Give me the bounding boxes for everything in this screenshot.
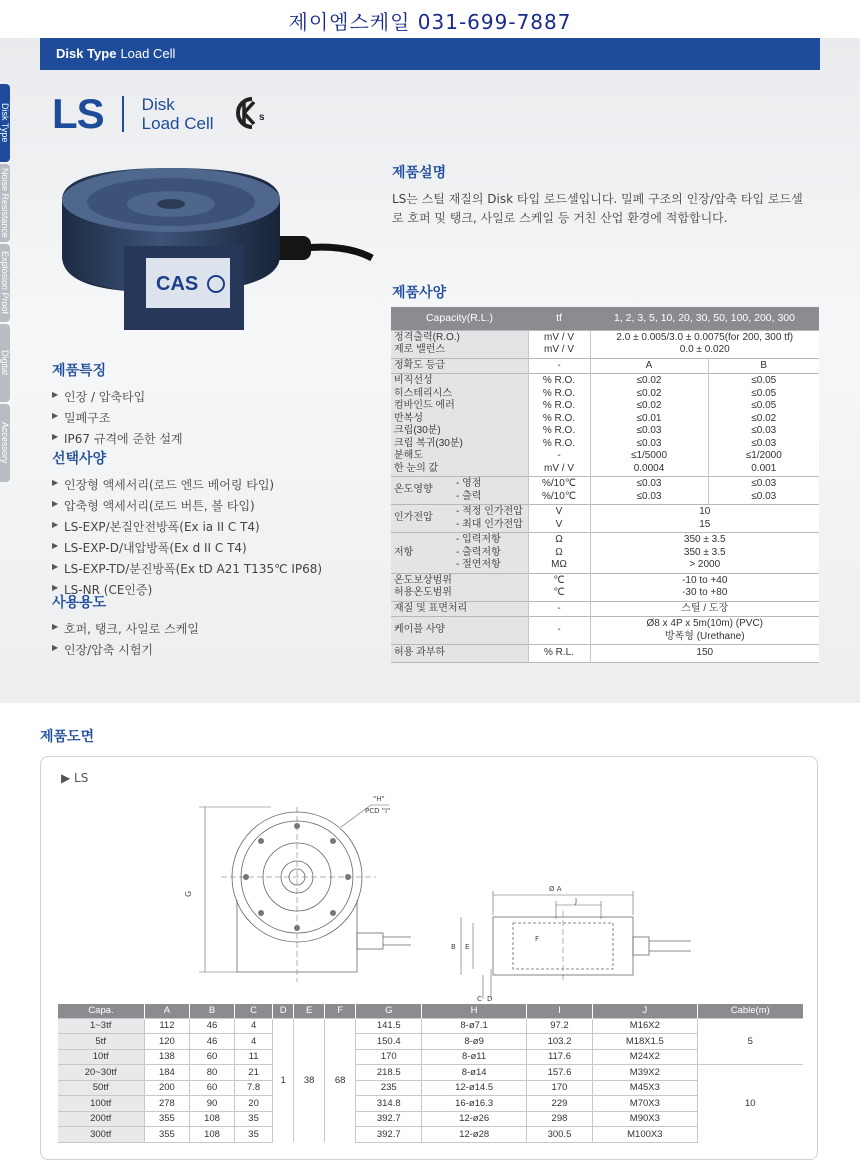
description-title: 제품설명 [392,165,447,181]
dim-label-pcd: PCD "I" [365,807,391,815]
svg-text:s: s [259,112,265,123]
spec-unit: %/10℃ %/10℃ [528,477,590,505]
tab-explosion-proof[interactable]: Explosion Proof [0,244,10,322]
dim-f: 68 [325,1018,356,1142]
list-item: ▶ 압축형 액세서리(로드 버튼, 볼 타입) [52,497,352,514]
spec-unit: Ω Ω MΩ [528,533,590,574]
spec-class-a: A [590,358,708,374]
drawing-panel [40,756,818,1160]
dim-head: B [189,1004,234,1018]
dim-cable: 10 [697,1065,803,1143]
spec-value: 150 [590,645,819,663]
kcs-cert-icon [232,96,268,130]
spec-head-capacity: Capacity(R.L.) [391,307,528,330]
spec-value: 2.0 ± 0.005/3.0 ± 0.0075(for 200, 300 tf) 0.0 ± 0.020 [590,330,819,358]
spec-class-b: ≤0.05 ≤0.05 ≤0.05 ≤0.02 ≤0.03 ≤0.03 ≤1/2000 0.001 [708,374,819,477]
dim-head: D [273,1004,294,1018]
list-item: ▶ 호퍼, 탱크, 사일로 스케일 [52,620,352,637]
spec-unit: % R.L. [528,645,590,663]
tab-accessory[interactable]: Accessory [0,404,10,482]
table-row: 20~30tf 184 80 21 218.5 8-ø14 157.6 M39X2 10 [58,1065,804,1081]
dim-head: F [325,1004,356,1018]
spec-sublabel: - 영점 - 출력 [453,477,528,505]
spec-value: 350 ± 3.5 350 ± 3.5 > 2000 [590,533,819,574]
spec-unit: - [528,601,590,617]
table-row [391,358,819,374]
dim-head: H [422,1004,526,1018]
uses-list [52,620,352,658]
table-row [391,645,819,663]
spec-label: 온도보상범위 허용온도범위 [391,573,528,601]
spec-head-unit: tf [528,307,590,330]
uses-title: 사용용도 [52,595,107,611]
spec-unit: ℃ ℃ [528,573,590,601]
dim-label-f: F [535,935,540,943]
table-row: 300tf 355 108 35 392.7 12-ø28 300.5 M100X3 [58,1127,804,1143]
spec-unit: V V [528,505,590,533]
dim-label-h: "H" [373,795,385,803]
list-item: ▶ LS-EXP-TD/분진방폭(Ex tD A21 T135℃ IP68) [52,560,352,577]
list-item: ▶ IP67 규격에 준한 설계 [52,430,352,447]
dim-cable: 5 [697,1018,803,1065]
spec-value: Ø8 x 4P x 5m(10m) (PVC) 방폭형 (Urethane) [590,617,819,645]
table-row [391,533,819,574]
dim-label-c: C [477,995,482,1003]
dim-e: 38 [294,1018,325,1142]
drawing-title: 제품도면 [40,729,95,745]
dim-label-j: J [575,897,578,905]
table-row [391,330,819,358]
spec-sublabel: - 입력저항 - 출력저항 - 절연저항 [453,533,528,574]
table-row [391,374,819,477]
spec-title: 제품사양 [392,285,447,301]
spec-value: -10 to +40 -30 to +80 [590,573,819,601]
table-row: 1~3tf 112 46 4 1 38 68 141.5 8-ø7.1 97.2 M16X2 5 [58,1018,804,1034]
table-row [391,601,819,617]
tab-disk-type[interactable]: Disk Type [0,84,10,162]
list-item: ▶ 인장형 액세서리(로드 엔드 베어링 타입) [52,476,352,493]
dim-label-b: B [451,943,456,951]
spec-unit: % R.O. % R.O. % R.O. % R.O. % R.O. % R.O. - mV / V [528,374,590,477]
model-divider [122,96,124,132]
table-row [391,477,819,505]
dim-head: Cable(m) [697,1004,803,1018]
table-row [391,573,819,601]
spec-class-a: ≤0.03 ≤0.03 [590,477,708,505]
dim-head: C [235,1004,273,1018]
table-row: 10tf 138 60 11 170 8-ø11 117.6 M24X2 [58,1049,804,1065]
spec-value: 스틸 / 도장 [590,601,819,617]
uses-section [52,592,352,662]
spec-head-values: 1, 2, 3, 5, 10, 20, 30, 50, 100, 200, 300 [590,307,819,330]
company-banner: 제이엠스케일 031-699-7887 [288,10,572,34]
dim-label-g: G [184,890,193,897]
table-row: 5tf 120 46 4 150.4 8-ø9 103.2 M18X1.5 [58,1034,804,1050]
spec-unit: mV / V mV / V [528,330,590,358]
dim-head: G [356,1004,422,1018]
options-list [52,476,352,598]
category-light: Load Cell [120,46,176,61]
category-bold: Disk Type [56,46,117,61]
dim-d: 1 [273,1018,294,1142]
load-cell-photo [46,160,376,330]
dim-head: I [526,1004,592,1018]
spec-sublabel: - 적정 인가전압 - 최대 인가전압 [453,505,528,533]
spec-label: 온도영향 [391,477,453,505]
spec-label: 재질 및 표면처리 [391,601,528,617]
spec-label: 허용 과부하 [391,645,528,663]
list-item: ▶ 인장 / 압축타입 [52,388,352,405]
dim-head: Capa. [58,1004,145,1018]
category-bar [40,38,820,70]
spec-label: 정확도 등급 [391,358,528,374]
options-section [52,448,352,602]
spec-value: 10 15 [590,505,819,533]
spec-table [391,307,819,663]
list-item: ▶ LS-EXP/본질안전방폭(Ex ia II C T4) [52,518,352,535]
dim-head: A [144,1004,189,1018]
tab-noise-resistance[interactable]: Noise Resistance [0,164,10,242]
drawing-label: ▶ LS [61,771,89,785]
list-item: ▶ LS-NR (CE인증) [52,581,352,598]
options-title: 선택사양 [52,451,107,467]
features-list [52,388,352,447]
table-row: 50tf 200 60 7.8 235 12-ø14.5 170 M45X3 [58,1080,804,1096]
spec-label: 인가전압 [391,505,453,533]
model-name: LS [52,90,104,137]
table-row: 100tf 278 90 20 314.8 16-ø16.3 229 M70X3 [58,1096,804,1112]
model-heading [52,90,214,138]
spec-unit: - [528,617,590,645]
table-row [391,505,819,533]
spec-label: 케이블 사양 [391,617,528,645]
model-type: Disk Load Cell [141,95,214,133]
dim-label-a: Ø A [549,885,562,893]
spec-label: 비직선성 히스테리시스 컴바인드 에러 반복성 크립(30분) 크립 복귀(30분) 분해도 한 눈의 값 [391,374,528,477]
side-tabs [0,84,26,484]
spec-unit: - [528,358,590,374]
dim-head: E [294,1004,325,1018]
list-item: ▶ LS-EXP-D/내압방폭(Ex d II C T4) [52,539,352,556]
list-item: ▶ 밀폐구조 [52,409,352,426]
table-row: 200tf 355 108 35 392.7 12-ø26 298 M90X3 [58,1111,804,1127]
features-section [52,360,352,451]
description-section [392,162,812,228]
features-title: 제품특징 [52,363,107,379]
list-item: ▶ 인장/압축 시험기 [52,641,352,658]
description-text: LS는 스틸 재질의 Disk 타입 로드셀입니다. 밀폐 구조의 인장/압축 타입 로드셀로 호퍼 및 탱크, 사일로 스케일 등 거친 산업 환경에 적합합니다. [392,192,803,225]
technical-drawing [41,787,819,1007]
dim-label-e: E [465,943,470,951]
dim-head: J [593,1004,697,1018]
spec-label: 정격출력(R.O.) 제로 밸런스 [391,330,528,358]
table-row [391,617,819,645]
tab-digital[interactable]: Digital [0,324,10,402]
spec-class-a: ≤0.02 ≤0.02 ≤0.02 ≤0.01 ≤0.03 ≤0.03 ≤1/5000 0.0004 [590,374,708,477]
spec-class-b: B [708,358,819,374]
spec-label: 저항 [391,533,453,574]
dimension-table [57,1004,803,1143]
spec-class-b: ≤0.03 ≤0.03 [708,477,819,505]
dim-label-d: D [487,995,493,1003]
product-logo: CAS [156,273,199,295]
